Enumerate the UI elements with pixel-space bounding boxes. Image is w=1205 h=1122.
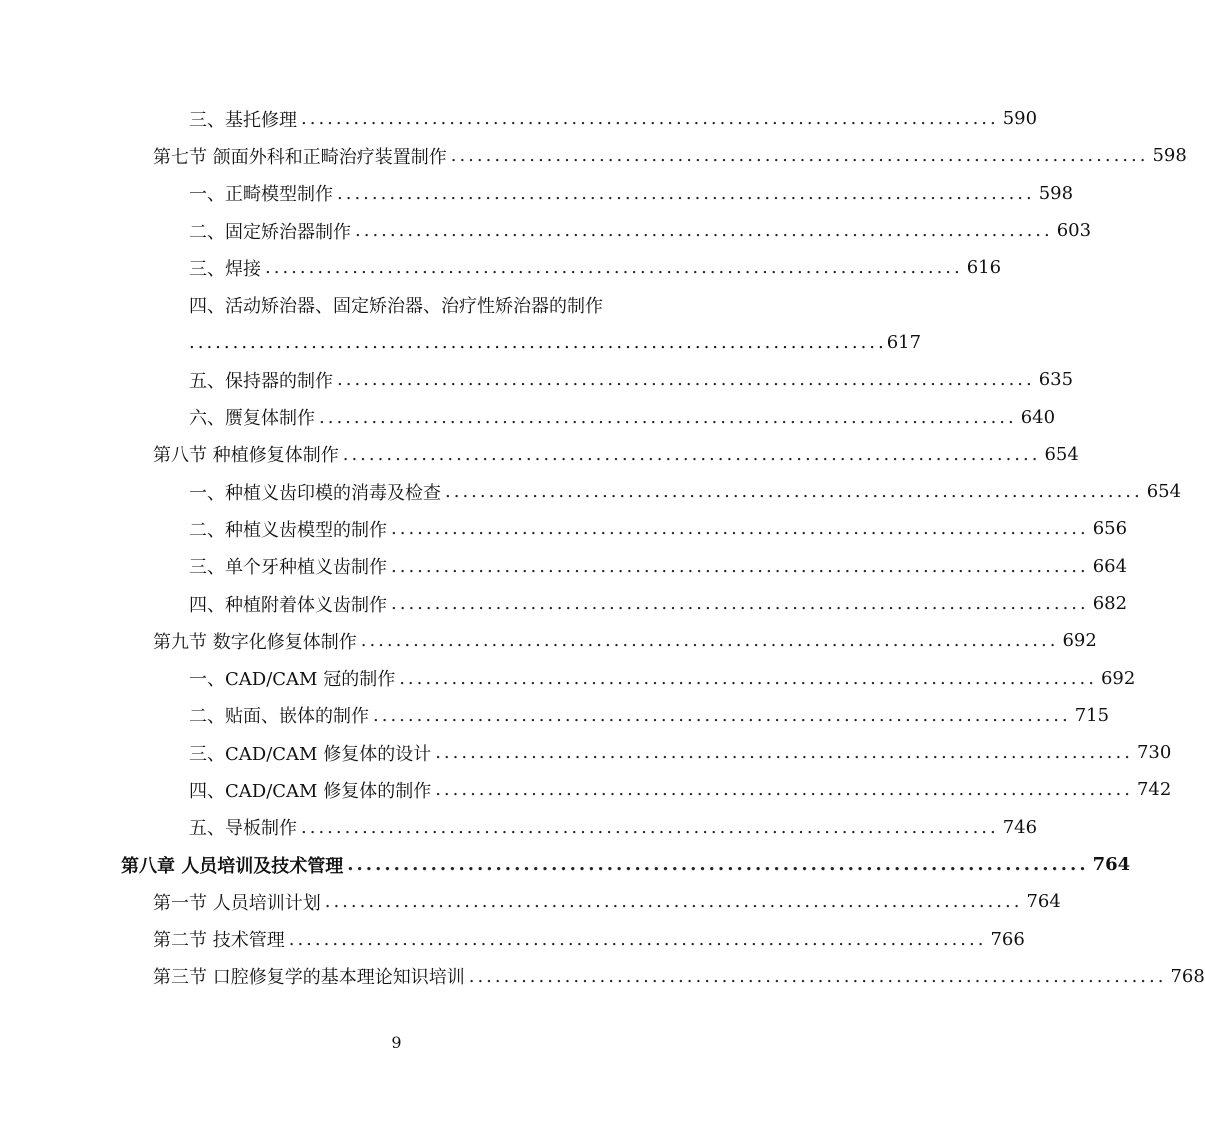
toc-entry-page: 730 (1133, 742, 1171, 763)
toc-entry-page: 635 (1035, 369, 1073, 390)
toc-entry-page: 603 (1053, 220, 1091, 241)
toc-entry[interactable] (0, 921, 1025, 958)
toc-entry-label: 五、导板制作 (189, 814, 301, 840)
toc-entry-label: 第九节 数字化修复体制作 (153, 628, 361, 654)
toc-entry[interactable] (0, 585, 1128, 622)
toc-entry-label: 三、基托修理 (189, 106, 301, 132)
toc-leader-dots: ................................................................................ (468, 965, 1167, 987)
toc-leader-dots: ................................................................................ (450, 145, 1149, 167)
toc-entry-label: 二、贴面、嵌体的制作 (189, 702, 373, 728)
toc-entry-label: 三、单个牙种植义齿制作 (189, 553, 391, 579)
toc-entry[interactable] (0, 398, 1056, 435)
toc-entry[interactable] (0, 809, 1038, 846)
toc-entry-label: 二、固定矫治器制作 (189, 218, 355, 244)
toc-leader-dots: ................................................................................ (445, 481, 1143, 503)
toc-leader-dots: ................................................................................ (337, 182, 1035, 204)
toc-leader-dots: ................................................................................ (301, 108, 999, 130)
toc-entry-label: 第八章 人员培训及技术管理 (121, 852, 347, 878)
toc-leader-dots: ................................................................................ (301, 816, 999, 838)
toc-chapter-entry[interactable] (0, 846, 1131, 883)
toc-entry-page: 682 (1089, 593, 1127, 614)
toc-entry-label: 三、CAD/CAM 修复体的设计 (189, 740, 435, 766)
toc-entry-label-line (0, 286, 793, 323)
toc-entry[interactable] (0, 958, 1205, 995)
toc-leader-dots: ................................................................................ (391, 555, 1089, 577)
toc-entry[interactable] (0, 436, 1079, 473)
toc-entry-page: 598 (1035, 183, 1073, 204)
toc-entry-page: 746 (999, 817, 1037, 838)
toc-leader-dots: ................................................................................ (288, 928, 987, 950)
toc-entry-page: 664 (1089, 556, 1127, 577)
toc-leader-dots: ................................................................................ (319, 406, 1017, 428)
toc-entry-label: 第一节 人员培训计划 (153, 889, 325, 915)
toc-leader-dots: ................................................................................ (265, 257, 963, 279)
toc-entry[interactable] (0, 548, 1128, 585)
toc-entry-page: 764 (1022, 891, 1060, 912)
toc-entry[interactable] (0, 510, 1128, 547)
toc-entry-page: 764 (1089, 854, 1131, 875)
page-number: 9 (391, 1033, 402, 1052)
toc-entry-page: 715 (1071, 705, 1109, 726)
toc-entry-page: 692 (1097, 668, 1135, 689)
toc-entry[interactable] (0, 137, 1187, 174)
toc-entry[interactable] (0, 659, 1136, 696)
toc-entry-label: 四、CAD/CAM 修复体的制作 (189, 777, 435, 803)
toc-entry-page: 742 (1133, 779, 1171, 800)
toc-entry[interactable] (0, 175, 1074, 212)
toc-leader-dots: ................................................................................ (347, 854, 1089, 876)
toc-entry-label: 一、CAD/CAM 冠的制作 (189, 665, 399, 691)
toc-entry-label: 第七节 颌面外科和正畸治疗装置制作 (153, 143, 451, 169)
toc-entry[interactable] (0, 212, 1092, 249)
toc-entry-label: 一、种植义齿印模的消毒及检查 (189, 479, 445, 505)
table-of-contents (0, 100, 1205, 995)
toc-entry-page: 616 (963, 257, 1001, 278)
toc-entry-page: 590 (999, 108, 1037, 129)
toc-entry-page: 654 (1040, 444, 1078, 465)
toc-entry[interactable] (0, 697, 1110, 734)
toc-entry[interactable] (0, 622, 1097, 659)
toc-leader-dots: ................................................................................ (399, 667, 1097, 689)
toc-entry-wrapped[interactable] (0, 286, 922, 361)
toc-leader-dots: ................................................................................ (342, 443, 1041, 465)
toc-entry-label: 一、正畸模型制作 (189, 180, 337, 206)
toc-leader-dots: ................................................................................ (337, 369, 1035, 391)
toc-entry-page: 654 (1143, 481, 1181, 502)
toc-entry-label: 第三节 口腔修复学的基本理论知识培训 (153, 963, 469, 989)
toc-entry-page: 768 (1166, 966, 1204, 987)
toc-entry[interactable] (0, 883, 1061, 920)
toc-entry[interactable] (0, 734, 1172, 771)
toc-entry-label: 四、种植附着体义齿制作 (189, 591, 391, 617)
toc-entry-label: 五、保持器的制作 (189, 367, 337, 393)
toc-entry-label: 四、活动矫治器、固定矫治器、治疗性矫治器的制作 (189, 296, 603, 318)
toc-entry[interactable] (0, 100, 1038, 137)
toc-entry-page: 692 (1058, 630, 1096, 651)
toc-leader-dots: ................................................................................ (324, 891, 1023, 913)
toc-entry-label: 第二节 技术管理 (153, 926, 289, 952)
toc-leader-dots: ................................................................................ (355, 220, 1053, 242)
toc-entry-page: 598 (1148, 145, 1186, 166)
toc-entry[interactable] (0, 473, 1182, 510)
toc-entry-page: 656 (1089, 518, 1127, 539)
toc-entry-page: 640 (1017, 407, 1055, 428)
toc-entry[interactable] (0, 771, 1172, 808)
toc-entry-label: 三、焊接 (189, 255, 265, 281)
toc-entry-label: 第八节 种植修复体制作 (153, 441, 343, 467)
toc-entry-page: 617 (886, 331, 922, 353)
toc-entry-label: 六、赝复体制作 (189, 404, 319, 430)
toc-leader-dots: ................................................................................ (435, 742, 1133, 764)
toc-entry-label: 二、种植义齿模型的制作 (189, 516, 391, 542)
toc-entry[interactable] (0, 361, 1074, 398)
toc-leader-dots: ................................................................................ (189, 331, 887, 353)
toc-leader-dots: ................................................................................ (435, 779, 1133, 801)
toc-entry-page: 766 (986, 929, 1024, 950)
toc-leader-dots: ................................................................................ (391, 593, 1089, 614)
toc-entry-continuation (0, 324, 922, 361)
toc-leader-dots: ................................................................................ (391, 518, 1089, 540)
toc-leader-dots: ................................................................................ (373, 704, 1071, 726)
toc-leader-dots: ................................................................................ (360, 630, 1059, 652)
toc-entry[interactable] (0, 249, 1002, 286)
